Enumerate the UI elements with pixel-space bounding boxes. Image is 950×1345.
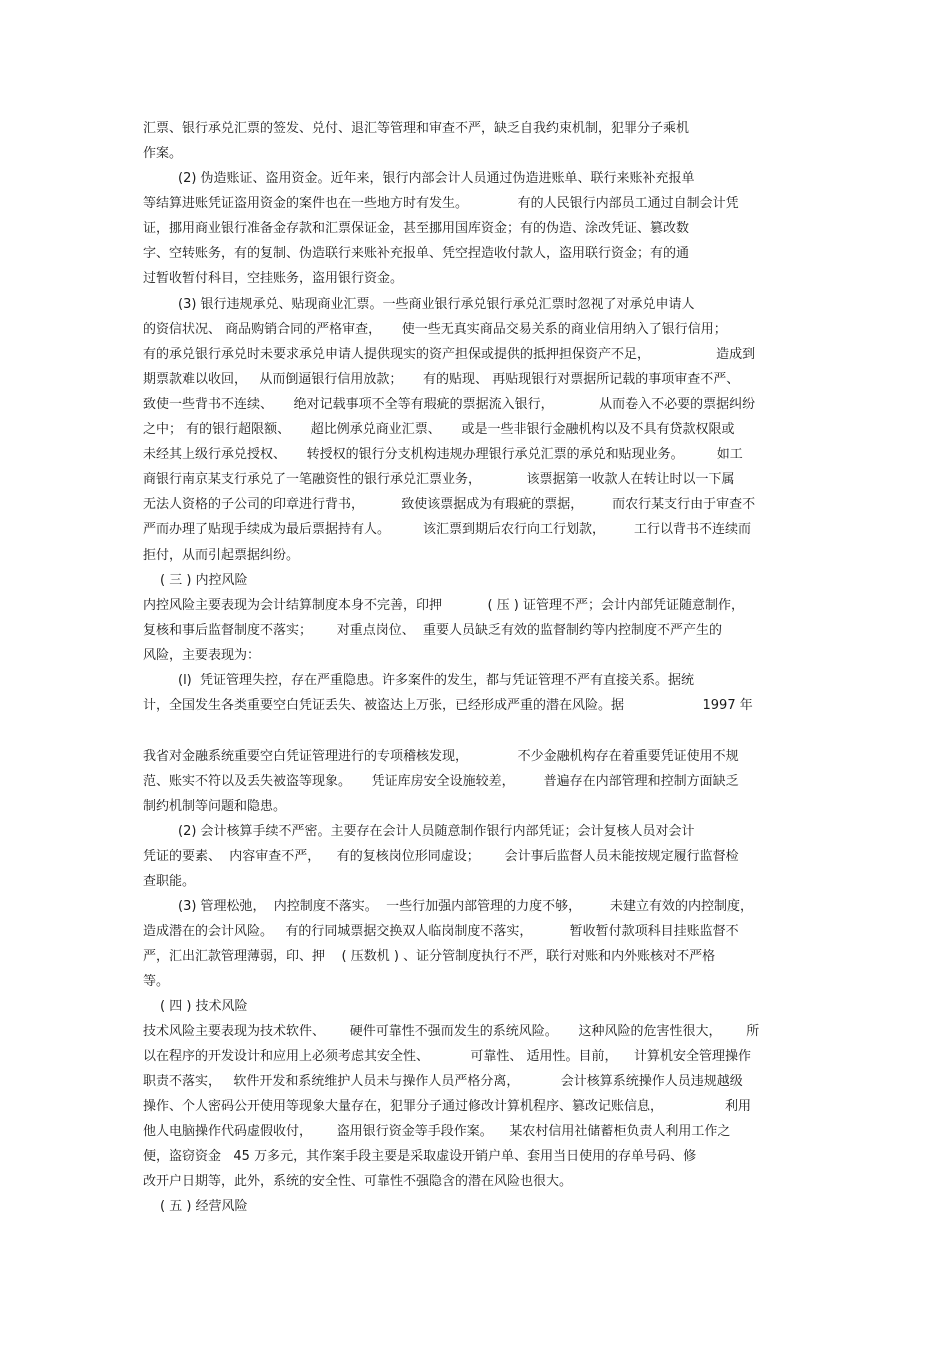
text-line: (3) 银行违规承兑、贴现商业汇票。一些商业银行承兑银行承兑汇票时忽视了对承兑申请人 [178, 297, 695, 312]
text-line: 凭证的要素、 内容审查不严， 有的复核岗位形同虚设； 会计事后监督人员未能按规定履行监督检 [143, 849, 739, 864]
text-line: 证，挪用商业银行准备金存款和汇票保证金，甚至挪用国库资金；有的伪造、涂改凭证、篡改数 [143, 221, 690, 236]
text-line: 以在程序的开发设计和应用上必须考虑其安全性、 可靠性、 适用性。目前， 计算机安全管理操作 [143, 1049, 751, 1064]
text-line: 内控风险主要表现为会计结算制度本身不完善，印押 ( 压 ) 证管理不严；会计内部凭证随意制作， [143, 598, 744, 613]
text-line: 范、账实不符以及丢失被盗等现象。 凭证库房安全设施较差， 普遍存在内部管理和控制方面缺乏 [143, 774, 739, 789]
text-line: 我省对金融系统重要空白凭证管理进行的专项稽核发现， 不少金融机构存在着重要凭证使用不规 [143, 749, 739, 764]
text-line: 职责不落实， 软件开发和系统维护人员未与操作人员严格分离， 会计核算系统操作人员违规越级 [143, 1074, 743, 1089]
text-line: 技术风险主要表现为技术软件、 硬件可靠性不强而发生的系统风险。 这种风险的危害性很大， 所 [143, 1024, 760, 1039]
section-heading: ( 五 ) 经营风险 [160, 1199, 248, 1214]
text-line: 严，汇出汇款管理薄弱，印、押 ( 压数机 ) 、证分管制度执行不严，联行对账和内外账核对不严格 [143, 949, 716, 964]
text-line: 造成潜在的会计风险。 有的行同城票据交换双人临岗制度不落实， 暂收暂付款项科目挂账监督不 [143, 924, 739, 939]
section-heading: ( 四 ) 技术风险 [160, 999, 248, 1014]
text-line: 他人电脑操作代码虚假收付， 盗用银行资金等手段作案。 某农村信用社储蓄柜负责人利用工作之 [143, 1124, 731, 1139]
section-heading: ( 三 ) 内控风险 [160, 573, 248, 588]
text-line: 等结算进账凭证盗用资金的案件也在一些地方时有发生。 有的人民银行内部员工通过自制会计凭 [143, 196, 739, 211]
text-line: 拒付，从而引起票据纠纷。 [143, 548, 300, 563]
text-line: 等。 [143, 974, 170, 989]
text-line: 过暂收暂付科目，空挂账务，盗用银行资金。 [143, 271, 404, 286]
text-line: 期票款难以收回， 从而倒逼银行信用放款； 有的贴现、 再贴现银行对票据所记载的事项审查不严、 [143, 372, 740, 387]
text-line: 的资信状况、 商品购销合同的严格审查， 使一些无真实商品交易关系的商业信用纳入了银行信用； [143, 322, 727, 337]
text-line: 严而办理了贴现手续成为最后票据持有人。 该汇票到期后农行向工行划款， 工行以背书不连续而 [143, 522, 751, 537]
text-line: 风险，主要表现为： [143, 648, 261, 663]
text-line: 计，全国发生各类重要空白凭证丢失、被盗达上万张，已经形成严重的潜在风险。据 1997 年 [143, 698, 753, 713]
text-line: 汇票、银行承兑汇票的签发、兑付、退汇等管理和审查不严，缺乏自我约束机制，犯罪分子乘机 [143, 121, 690, 136]
text-line: 之中； 有的银行超限额、 超比例承兑商业汇票、 或是一些非银行金融机构以及不具有贷款权限或 [143, 422, 735, 437]
text-line: 字、空转账务，有的复制、伪造联行来账补充报单、凭空捏造收付款人，盗用联行资金；有的通 [143, 246, 690, 261]
text-line: 有的承兑银行承兑时未要求承兑申请人提供现实的资产担保或提供的抵押担保资产不足， 造成到 [143, 347, 756, 362]
text-line: (2) 伪造账证、盗用资金。近年来，银行内部会计人员通过伪造进账单、联行来账补充报单 [178, 171, 695, 186]
text-line: (3) 管理松弛， 内控制度不落实。 一些行加强内部管理的力度不够， 未建立有效的内控制度， [178, 899, 754, 914]
text-line: 查职能。 [143, 874, 196, 889]
text-line: 商银行南京某支行承兑了一笔融资性的银行承兑汇票业务， 该票据第一收款人在转让时以一下属 [143, 472, 735, 487]
text-line: (l) 凭证管理失控，存在严重隐患。许多案件的发生，都与凭证管理不严有直接关系。据统 [178, 673, 695, 688]
text-line: 便，盗窃资金 45 万多元，其作案手段主要是采取虚设开销户单、套用当日使用的存单号码、修 [143, 1149, 697, 1164]
text-line: (2) 会计核算手续不严密。主要存在会计人员随意制作银行内部凭证；会计复核人员对会计 [178, 824, 695, 839]
text-line: 改开户日期等，此外，系统的安全性、可靠性不强隐含的潜在风险也很大。 [143, 1174, 573, 1189]
text-line: 复核和事后监督制度不落实； 对重点岗位、 重要人员缺乏有效的监督制约等内控制度不严产生的 [143, 623, 723, 638]
text-line: 作案。 [143, 146, 183, 161]
text-line: 制约机制等问题和隐患。 [143, 799, 287, 814]
text-line: 无法人资格的子公司的印章进行背书， 致使该票据成为有瑕疵的票据， 而农行某支行由于审查不 [143, 497, 756, 512]
text-line: 未经其上级行承兑授权、 转授权的银行分支机构违规办理银行承兑汇票的承兑和贴现业务。 如工 [143, 447, 743, 462]
text-line: 致使一些背书不连续、 绝对记载事项不全等有瑕疵的票据流入银行， 从而卷入不必要的票据纠纷 [143, 397, 756, 412]
text-line: 操作、个人密码公开使用等现象大量存在，犯罪分子通过修改计算机程序、篡改记账信息， 利用 [143, 1099, 751, 1114]
